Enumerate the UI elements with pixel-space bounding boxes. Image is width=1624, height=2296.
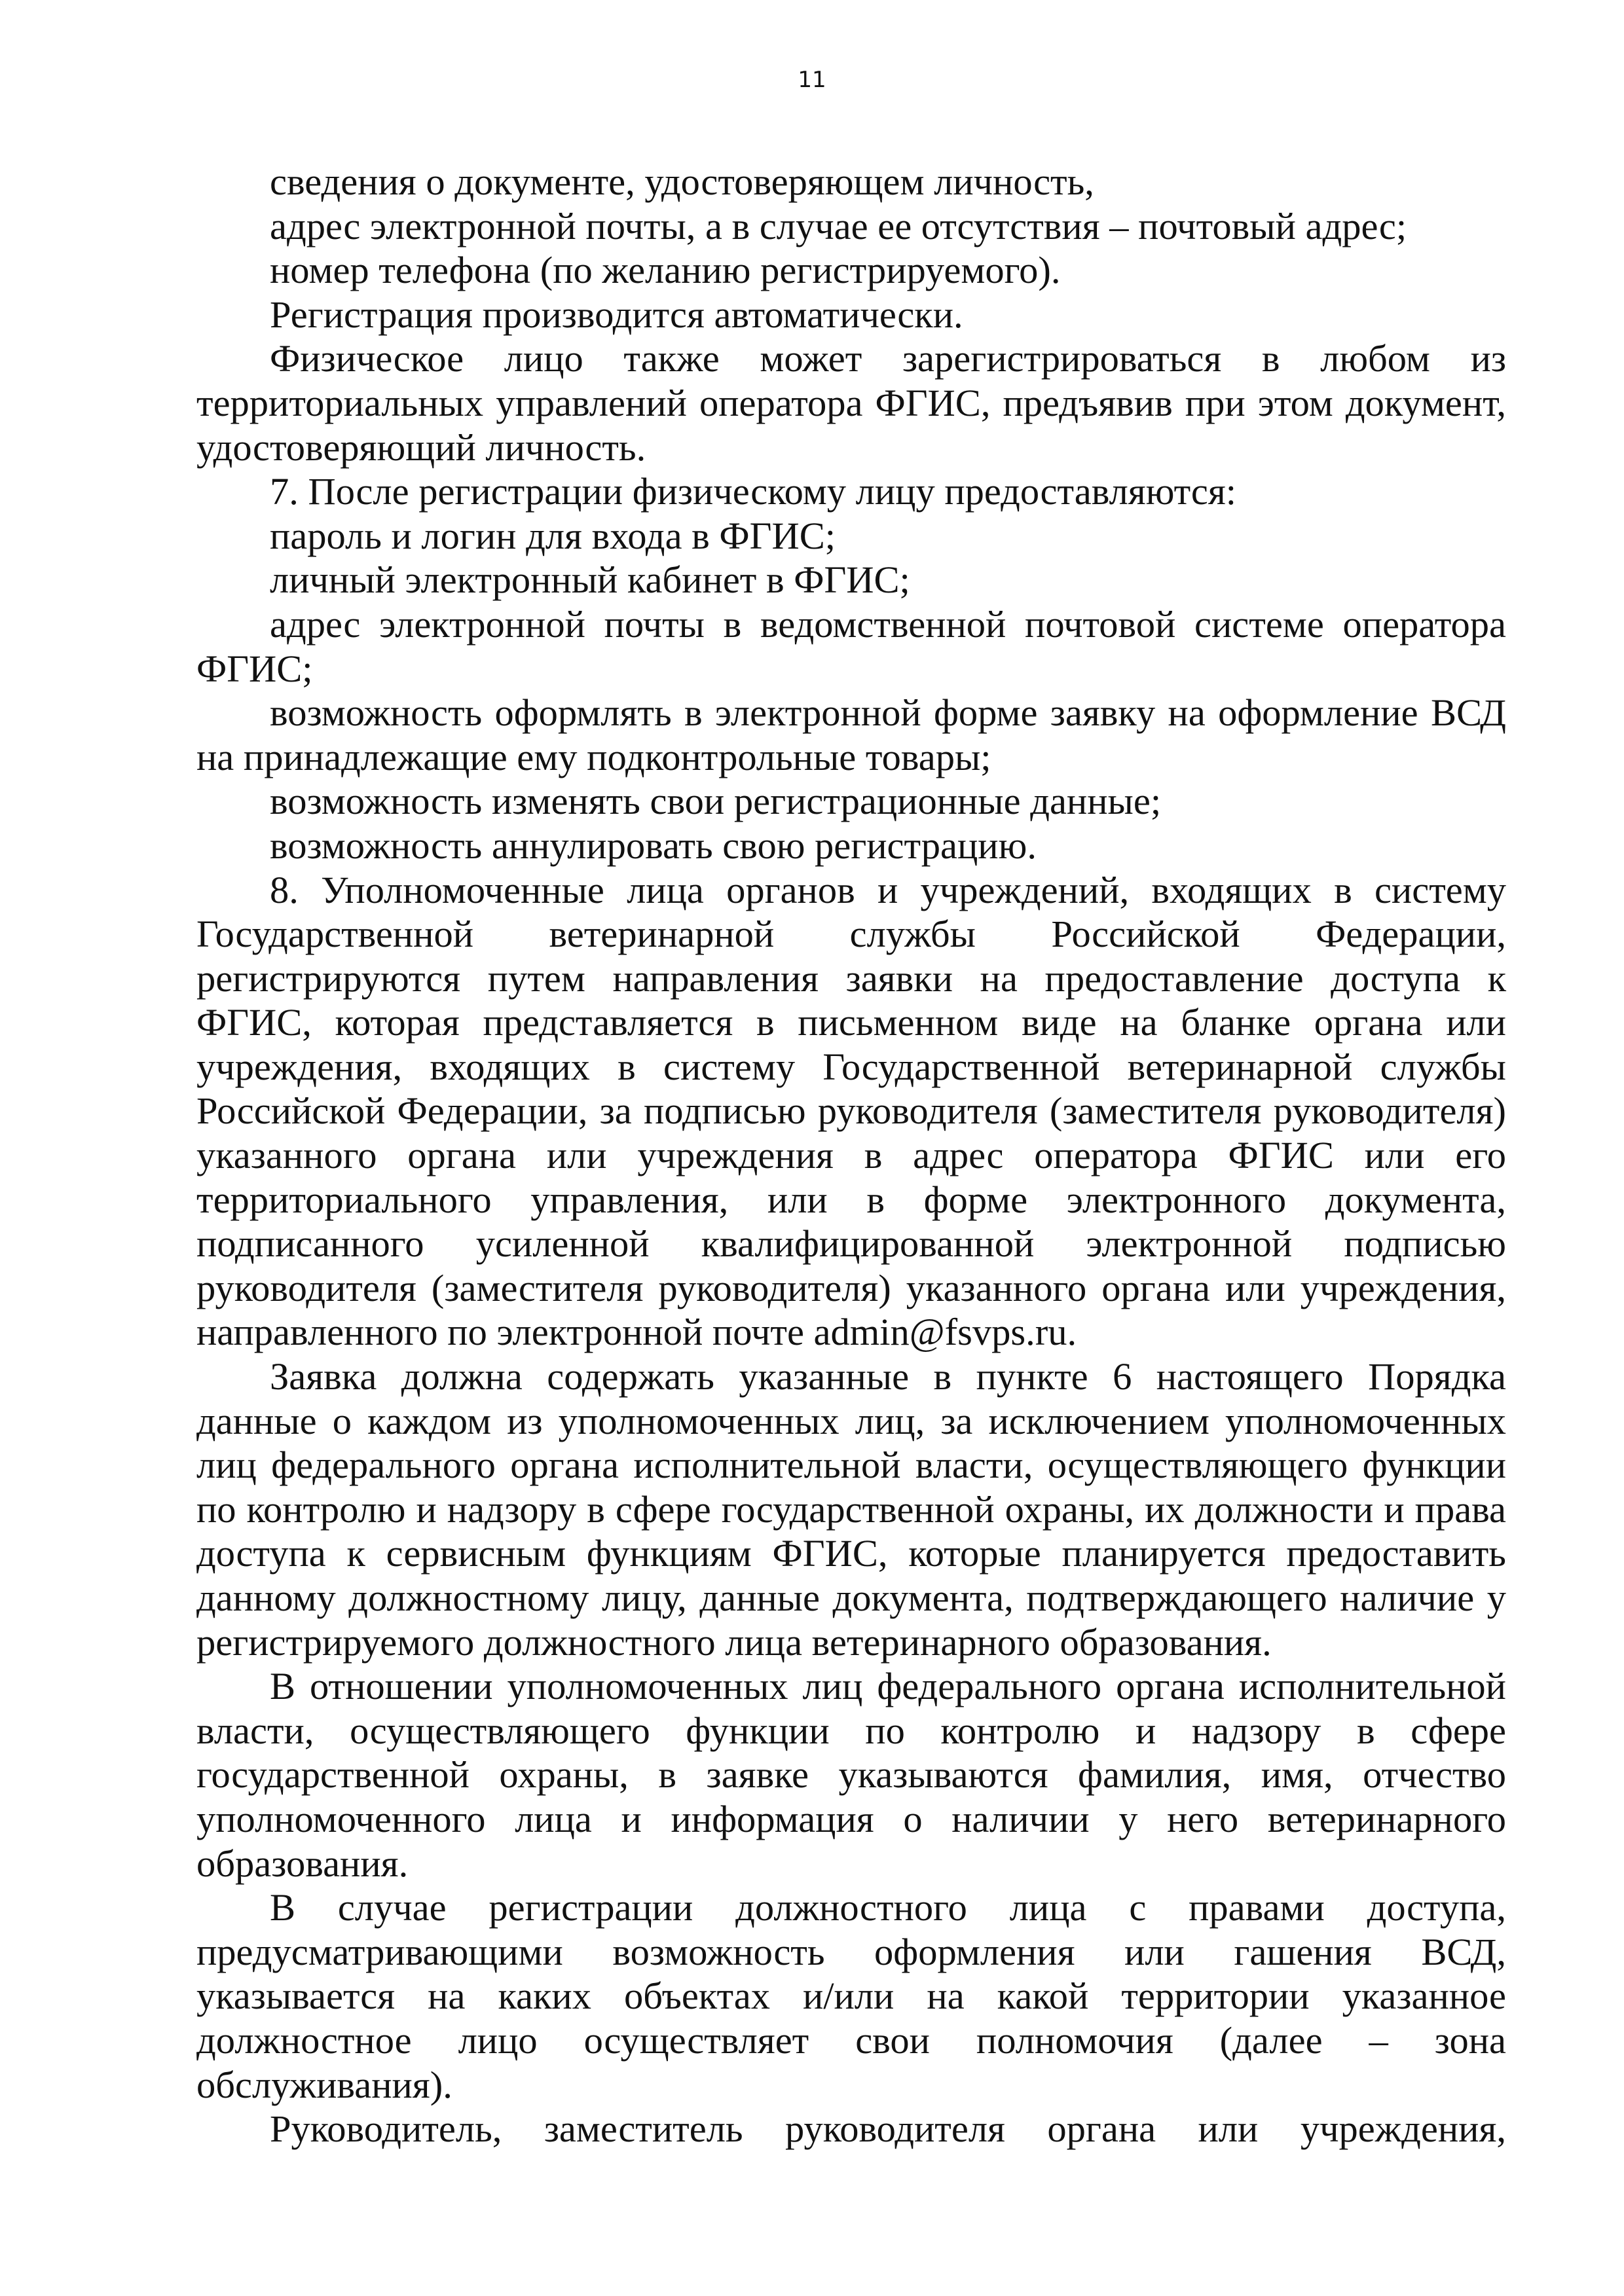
document-body xyxy=(196,160,1506,2151)
page-number: 11 xyxy=(798,67,826,93)
paragraph: Физическое лицо также может зарегистрироваться в любом из территориальных управлений оператора ФГИС, предъявив при этом документ, удостоверяющий личность. xyxy=(196,337,1506,469)
paragraph: возможность изменять свои регистрационные данные; xyxy=(270,780,1162,823)
paragraph: адрес электронной почты в ведомственной почтовой системе оператора ФГИС; xyxy=(196,602,1506,690)
paragraph: адрес электронной почты, а в случае ее отсутствия – почтовый адрес; xyxy=(270,204,1407,247)
paragraph: 8. Уполномоченные лица органов и учреждений, входящих в систему Государственной ветеринарной службы Российской Федерации, регистрируются путем направления заявки на предоставление доступа к ФГИС, которая представляется в письменном виде на бланке органа или учреждения, входящих в систему Государственной ветеринарной службы Российской Федерации, за подписью руководителя (заместителя руководителя) указанного органа или учреждения в адрес оператора ФГИС или его территориального управления, или в форме электронного документа, подписанного усиленной квалифицированной электронной подписью руководителя (заместителя руководителя) указанного органа или учреждения, направленного по электронной почте admin@fsvps.ru. xyxy=(196,868,1506,1354)
paragraph: Руководитель, заместитель руководителя органа или учреждения, xyxy=(270,2107,1506,2151)
paragraph: Регистрация производится автоматически. xyxy=(270,293,963,336)
paragraph: сведения о документе, удостоверяющем личность, xyxy=(270,160,1094,203)
paragraph: возможность оформлять в электронной форме заявку на оформление ВСД на принадлежащие ему подконтрольные товары; xyxy=(196,691,1506,778)
paragraph: номер телефона (по желанию регистрируемого). xyxy=(270,249,1061,292)
paragraph: личный электронный кабинет в ФГИС; xyxy=(270,558,910,602)
paragraph: возможность аннулировать свою регистрацию. xyxy=(270,824,1037,867)
paragraph: Заявка должна содержать указанные в пункте 6 настоящего Порядка данные о каждом из уполномоченных лиц, за исключением уполномоченных лиц федерального органа исполнительной власти, осуществляющего функции по контролю и надзору в сфере государственной охраны, их должности и права доступа к сервисным функциям ФГИС, которые планируется предоставить данному должностному лицу, данные документа, подтверждающего наличие у регистрируемого должностного лица ветеринарного образования. xyxy=(196,1355,1506,1664)
paragraph: пароль и логин для входа в ФГИС; xyxy=(270,514,836,557)
paragraph: 7. После регистрации физическому лицу предоставляются: xyxy=(270,470,1237,513)
paragraph: В случае регистрации должностного лица с правами доступа, предусматривающими возможность оформления или гашения ВСД, указывается на каких объектах и/или на какой территории указанное должностное лицо осуществляет свои полномочия (далее – зона обслуживания). xyxy=(196,1886,1506,2106)
paragraph: В отношении уполномоченных лиц федерального органа исполнительной власти, осуществляющего функции по контролю и надзору в сфере государственной охраны, в заявке указываются фамилия, имя, отчество уполномоченного лица и информация о наличии у него ветеринарного образования. xyxy=(196,1665,1506,1885)
